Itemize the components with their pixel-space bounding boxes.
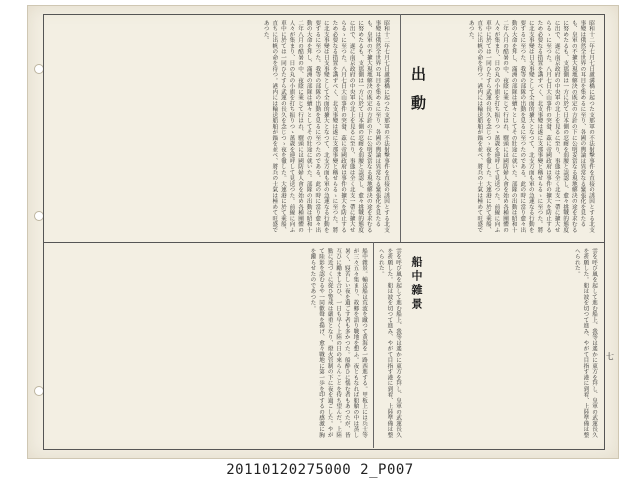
image-caption: 20110120275000 2_P007 bbox=[226, 462, 414, 478]
section-divider bbox=[43, 242, 605, 243]
shipboard-heading: 船中雜景 bbox=[410, 256, 423, 312]
heading-divider bbox=[400, 14, 401, 242]
page-number: 七 bbox=[606, 352, 614, 361]
shipboard-text-narrow: 雲を呼び風を起して進む船上、我等は遙かに東方を拜し、皇軍の武運長久を祈願した。船は波を切つて進み、やがて目指す港に到着、上陸準備は整へられた。 bbox=[377, 248, 401, 438]
intro-text: 昭和十二年七月七日盧溝橋に起つた支那軍の不法射撃事件を直接の誘因とする北支事變は俄然全世界の耳目を集めるに至り、各國の輿論は異常なる緊張化を見たるも、皇軍の不擴大現地解決の既定の方針の下に公明妥當なる現地解決の途を求むるに努めたるも、支那側は一方に於て日本側の忍耐を弱腰と誤認し、愈々挑戰的態度に出で、遂に南京政府の中央軍の北上を見るに至り、事態は全く北支一帶に擴大せらるゝに至つた。八月七日大山事件の突發、茲に帝國政府は事件の擴大を防止するため必要なる措置を講ずべく、北支事變は遂に支那事變と稱せらるゝに至つた。將に北支事變は日支事變として全面的擴大となつて、北支方面も軍の急速なる行動を要するに至つた。我等の部隊の出動を見るに至つたのである。此の時に當り愈々出動の大命を拜し、滿洲の部隊は續々としてその壯途に就いた。部隊の出動は昭和十二年八月の酷暑の中、夜陰に乘じて行はれ、驛頭には國防婦人會を始め各種團體の人々が集まり、日の丸の小旗を打ち振りつゝ萬歳を連呼して見送つた。前線に向ふ車中に於ては一同ひたすら武運の長久を念じつゝ夜を徹した。大連港に於て乘船、直ちに出帆の命を待つ。港内には輸送船舶が錨を並べ、將兵の士氣は極めて旺盛であつた。 bbox=[467, 20, 594, 233]
bottom-left-text: 船中雜景。輸送船は荒波を蹴つて黄海を一路西進する。甲板上には兵士等が三々五々集まり、故郷を語り戰地を想ふ。夜ともなれば船艙の中は蒸し暑く、寢苦しい夜を過ごす者も多かつた。船酔ひに惱む者もあつたが、皆互ひに勵まし合ひ、一日も早く上陸の日の來らんことを待ち望んだ。上陸點に近づくに從ひ警戒は嚴重となり、燈火管制の下に夜を過ごした。やがて陸影を認むるや一同歡聲を揚げ、愈々戰地に第一歩を印するの感激に胸を躍らせたのであつた。 bbox=[309, 248, 367, 438]
scanned-page bbox=[27, 5, 619, 459]
bottom-right-text: 雲を呼び風を起して進む船上、我等は遙かに東方を拜し、皇軍の武運長久を祈願した。船は波を切つて進み、やがて目指す港に到着、上陸準備は整へられた。 bbox=[573, 248, 597, 438]
top-body-text: 昭和十二年七月七日盧溝橋に起つた支那軍の不法射撃事件を直接の誘因とする北支事變は俄然全世界の耳目を集めるに至り、各國の輿論は異常なる緊張化を見たるも、皇軍の不擴大現地解決の既定の方針の下に公明妥當なる現地解決の途を求むるに努めたるも、支那側は一方に於て日本側の忍耐を弱腰と誤認し、愈々挑戰的態度に出で、遂に南京政府の中央軍の北上を見るに至り、事態は全く北支一帶に擴大せらるゝに至つた。八月七日大山事件の突發、茲に帝國政府は事件の擴大を防止するため必要なる措置を講ずべく、北支事變は遂に支那事變と稱せらるゝに至つた。將に北支事變は日支事變として全面的擴大となつて、北支方面も軍の急速なる行動を要するに至つた。我等の部隊の出動を見るに至つたのである。此の時に當り愈々出動の大命を拜し、滿洲の部隊は續々としてその壯途に就いた。部隊の出動は昭和十二年八月の酷暑の中、夜陰に乘じて行はれ、驛頭には國防婦人會を始め各種團體の人々が集まり、日の丸の小旗を打ち振りつゝ萬歳を連呼して見送つた。前線に向ふ車中に於ては一同ひたすら武運の長久を念じつゝ夜を徹した。大連港に於て乘船、直ちに出帆の命を待つ。港内には輸送船舶が錨を並べ、將兵の士氣は極めて旺盛であつた。 bbox=[262, 20, 389, 233]
departure-heading: 出動 bbox=[409, 66, 427, 124]
shipboard-divider bbox=[373, 242, 374, 448]
